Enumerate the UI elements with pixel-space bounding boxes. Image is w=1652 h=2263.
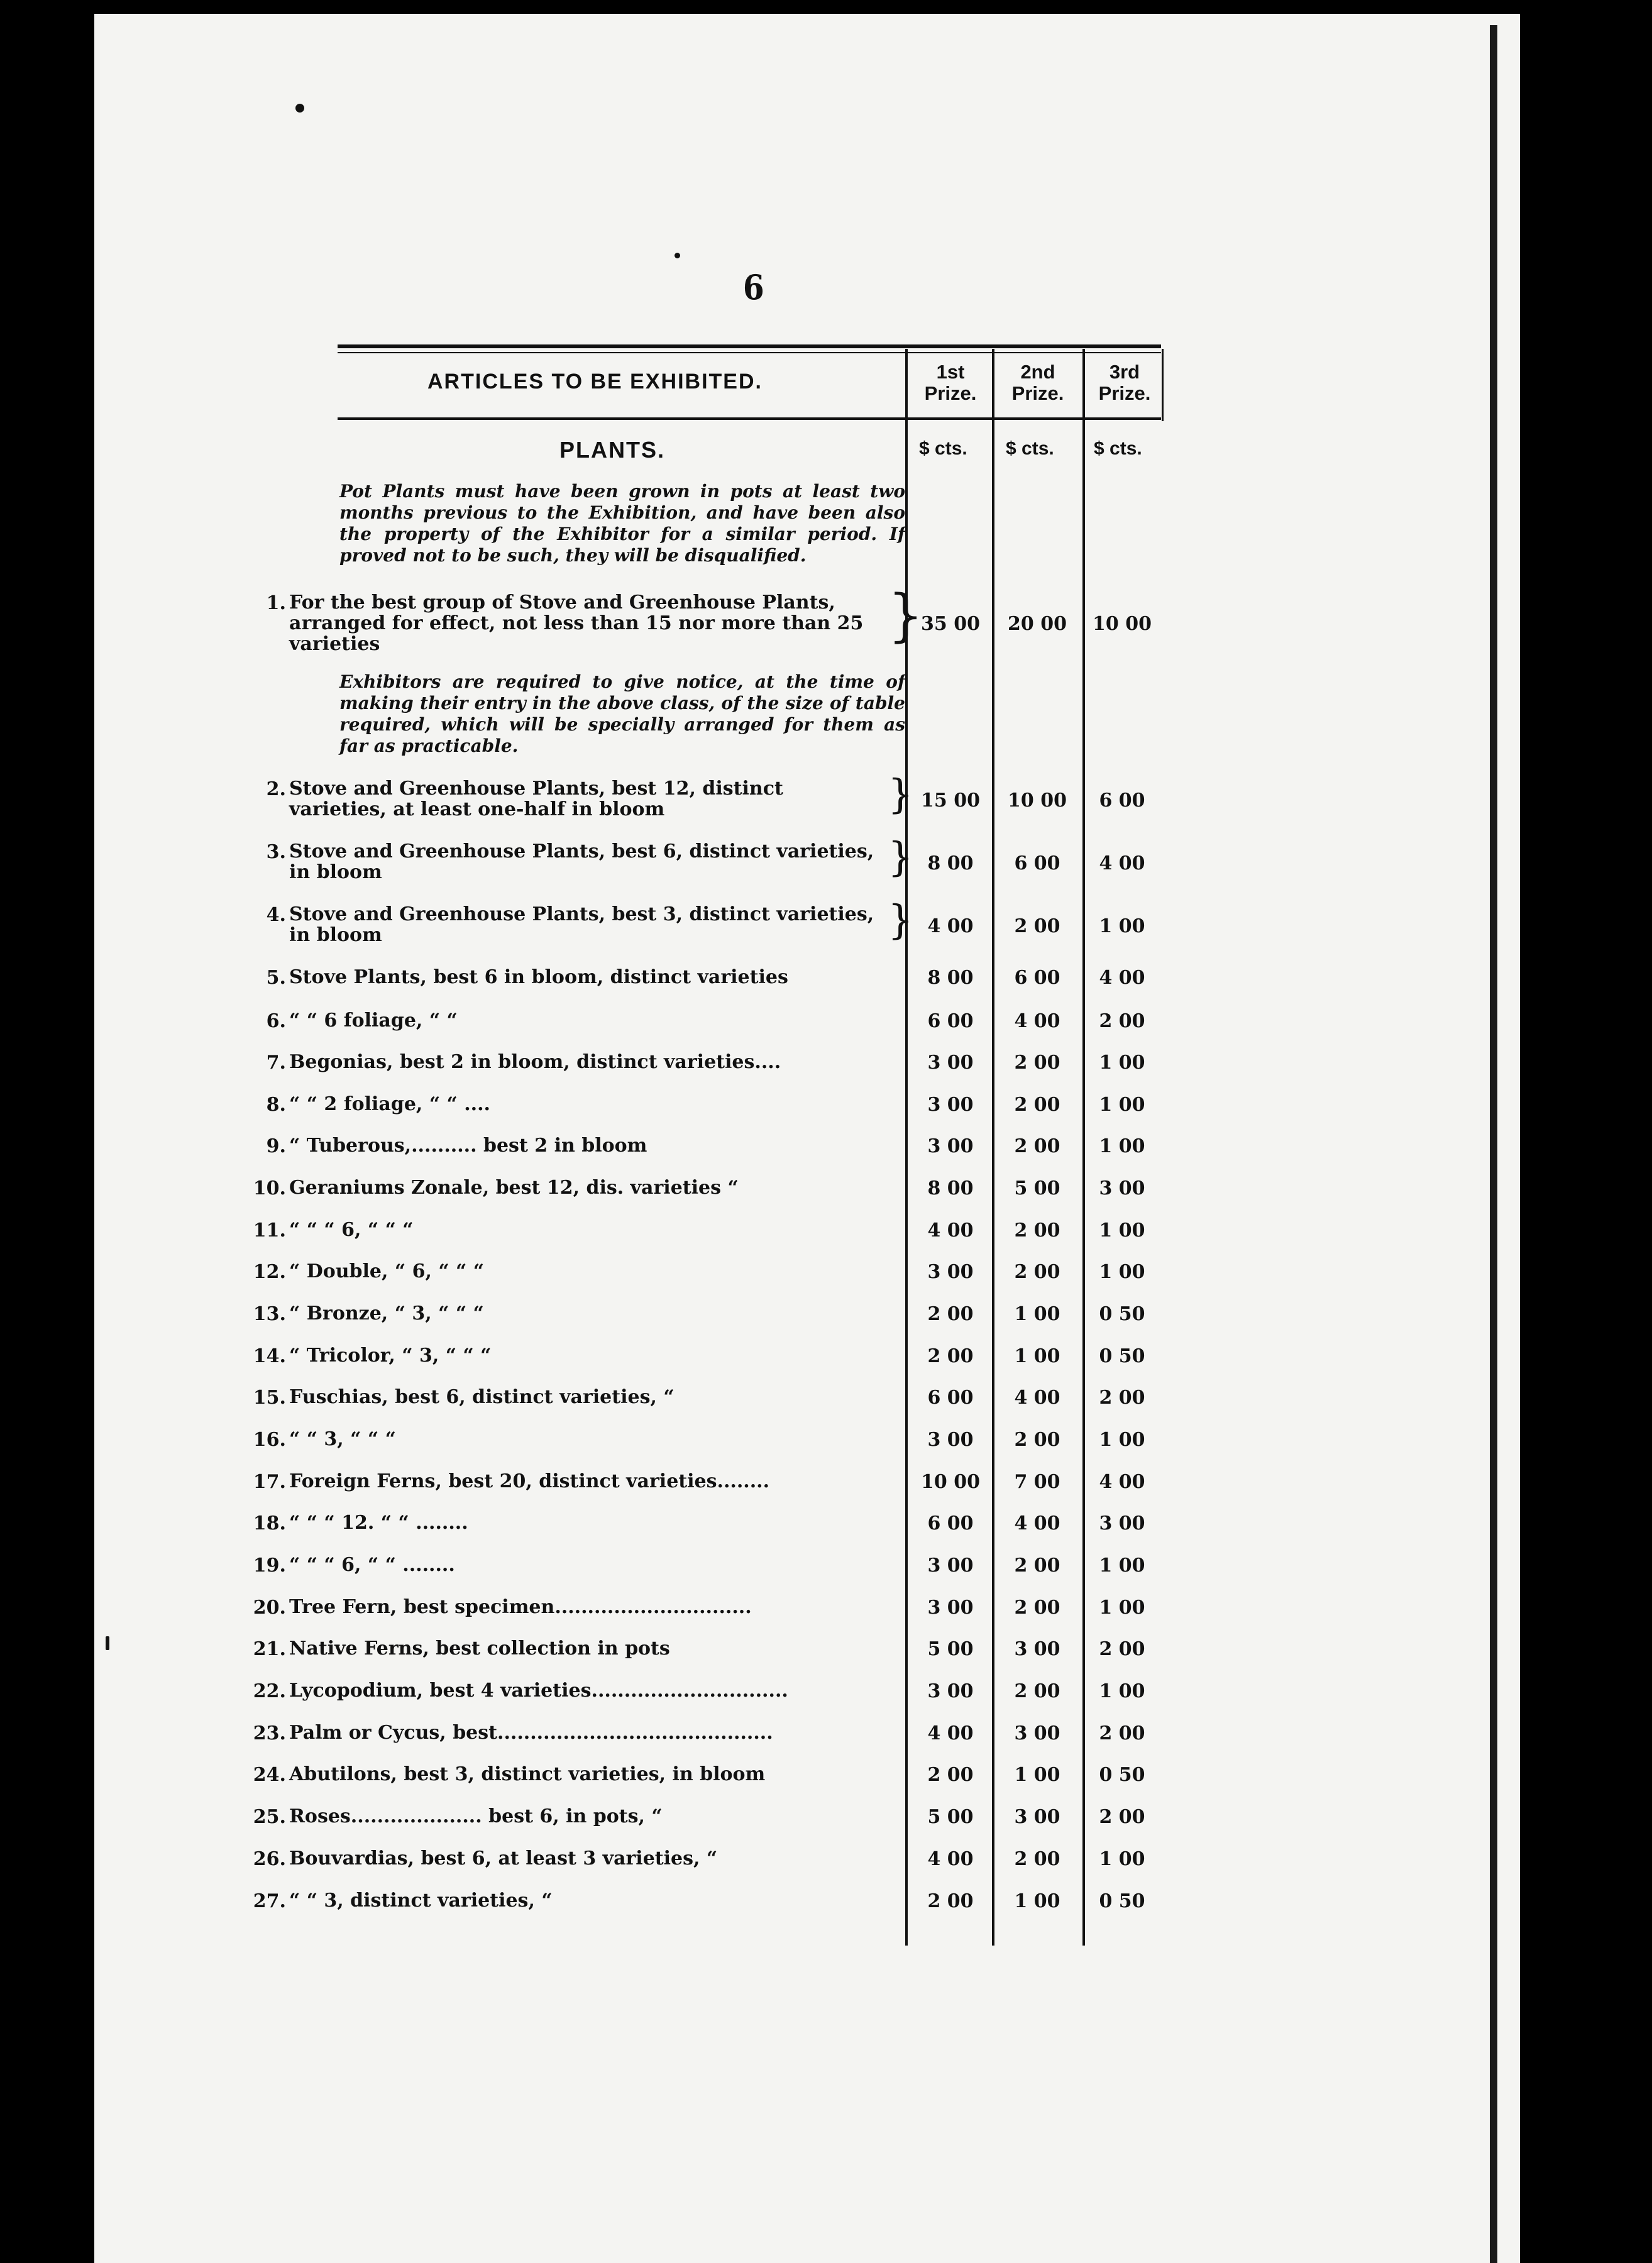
item-description: Geraniums Zonale, best 12, dis. varieties “ [289, 1177, 739, 1199]
pot-plants-note: Pot Plants must have been grown in pots at least two months previous to the Exhibition, and have been also the property of the Exhibitor for a similar period. If proved not to be such, they will be disqualified. [339, 481, 905, 566]
item-number: 4. [266, 904, 286, 926]
first-prize-amount: 3 00 [927, 1261, 974, 1283]
units-second: $ cts. [1006, 438, 1054, 459]
item-description: Stove Plants, best 6 in bloom, distinct varieties [289, 966, 788, 988]
item-description: Begonias, best 2 in bloom, distinct varieties.... [289, 1051, 781, 1073]
third-prize-amount: 1 00 [1099, 1052, 1145, 1074]
item-description: Stove and Greenhouse Plants, best 6, distinct varieties, in bloom [289, 840, 874, 883]
item-number: 21. [253, 1638, 286, 1660]
item-number: 10. [253, 1177, 286, 1199]
third-prize-amount: 10 00 [1093, 613, 1152, 635]
item-description: “ “ “ 12. “ “ ........ [289, 1512, 468, 1534]
item-number: 22. [253, 1680, 286, 1702]
first-prize-amount: 10 00 [921, 1471, 980, 1493]
second-prize-amount: 3 00 [1014, 1806, 1060, 1828]
first-prize-amount: 4 00 [927, 1220, 974, 1242]
third-prize-amount: 2 00 [1099, 1806, 1145, 1828]
second-prize-amount: 5 00 [1014, 1177, 1060, 1199]
third-prize-amount: 1 00 [1099, 1094, 1145, 1116]
item-number: 15. [253, 1387, 286, 1409]
item-description: Foreign Ferns, best 20, distinct varieties........ [289, 1470, 770, 1492]
item-number: 25. [253, 1806, 286, 1828]
first-prize-amount: 5 00 [927, 1806, 974, 1828]
item-number: 1. [266, 592, 286, 614]
table-top-rule [338, 344, 1161, 348]
item-description: “ Bronze, “ 3, “ “ “ [289, 1302, 484, 1324]
first-prize-amount: 3 00 [927, 1135, 974, 1157]
second-prize-header: 2nd Prize. [1011, 361, 1064, 404]
item-number: 3. [266, 841, 286, 863]
first-prize-amount: 3 00 [927, 1052, 974, 1074]
third-prize-amount: 4 00 [1099, 852, 1145, 874]
item-description: Abutilons, best 3, distinct varieties, in bloom [289, 1763, 766, 1785]
first-prize-amount: 5 00 [927, 1638, 974, 1660]
first-prize-amount: 3 00 [927, 1555, 974, 1577]
item-number: 17. [253, 1471, 286, 1493]
second-prize-amount: 2 00 [1014, 1261, 1060, 1283]
first-prize-amount: 8 00 [927, 852, 974, 874]
item-description: “ Tricolor, “ 3, “ “ “ [289, 1345, 492, 1367]
third-prize-amount: 3 00 [1099, 1177, 1145, 1199]
item-number: 14. [253, 1345, 286, 1367]
first-prize-amount: 6 00 [927, 1010, 974, 1032]
header-bottom-rule [338, 417, 1161, 420]
second-prize-amount: 2 00 [1014, 1555, 1060, 1577]
second-prize-amount: 10 00 [1008, 790, 1067, 812]
item-description: Tree Fern, best specimen.............................. [289, 1596, 752, 1618]
item-description: “ “ “ 6, “ “ ........ [289, 1554, 455, 1576]
column-divider-2 [992, 349, 994, 1946]
second-prize-amount: 2 00 [1014, 1597, 1060, 1619]
third-prize-amount: 3 00 [1099, 1512, 1145, 1534]
brace-mark: } [888, 897, 913, 944]
item-number: 23. [253, 1722, 286, 1744]
item-number: 5. [266, 967, 286, 989]
second-prize-amount: 2 00 [1014, 915, 1060, 937]
second-prize-amount: 7 00 [1014, 1471, 1060, 1493]
item-number: 20. [253, 1597, 286, 1619]
second-prize-amount: 6 00 [1014, 967, 1060, 989]
item-number: 26. [253, 1848, 286, 1870]
third-prize-amount: 2 00 [1099, 1722, 1145, 1744]
second-prize-amount: 4 00 [1014, 1512, 1060, 1534]
second-prize-amount: 3 00 [1014, 1722, 1060, 1744]
second-prize-amount: 2 00 [1014, 1848, 1060, 1870]
item-number: 2. [266, 778, 286, 800]
first-prize-amount: 15 00 [921, 790, 980, 812]
item-number: 19. [253, 1555, 286, 1577]
third-prize-amount: 4 00 [1099, 1471, 1145, 1493]
scan-speck [106, 1636, 109, 1650]
second-prize-amount: 4 00 [1014, 1010, 1060, 1032]
item-number: 24. [253, 1764, 286, 1786]
second-prize-amount: 2 00 [1014, 1135, 1060, 1157]
third-prize-header: 3rd Prize. [1098, 361, 1151, 404]
item-description: Native Ferns, best collection in pots [289, 1638, 670, 1660]
third-prize-amount: 1 00 [1099, 1680, 1145, 1702]
section-title: PLANTS. [559, 437, 666, 463]
third-prize-amount: 4 00 [1099, 967, 1145, 989]
item-description: Palm or Cycus, best.......................................... [289, 1722, 773, 1744]
item-number: 8. [266, 1094, 286, 1116]
first-prize-amount: 2 00 [927, 1345, 974, 1367]
first-prize-amount: 35 00 [921, 613, 980, 635]
item-number: 12. [253, 1261, 286, 1283]
third-prize-amount: 1 00 [1099, 1555, 1145, 1577]
second-prize-amount: 1 00 [1014, 1303, 1060, 1325]
item-number: 18. [253, 1512, 286, 1534]
third-prize-amount: 2 00 [1099, 1387, 1145, 1409]
second-prize-amount: 1 00 [1014, 1764, 1060, 1786]
first-prize-amount: 3 00 [927, 1597, 974, 1619]
third-prize-amount: 1 00 [1099, 1220, 1145, 1242]
item-description: Stove and Greenhouse Plants, best 12, distinct varieties, at least one-half in bloom [289, 778, 783, 820]
second-prize-amount: 4 00 [1014, 1387, 1060, 1409]
second-prize-amount: 1 00 [1014, 1890, 1060, 1912]
item-description: Fuschias, best 6, distinct varieties, “ [289, 1386, 675, 1408]
brace-mark: } [888, 583, 924, 649]
item-number: 11. [253, 1220, 286, 1242]
second-prize-amount: 2 00 [1014, 1220, 1060, 1242]
second-prize-amount: 1 00 [1014, 1345, 1060, 1367]
second-prize-amount: 6 00 [1014, 852, 1060, 874]
first-prize-amount: 4 00 [927, 915, 974, 937]
item-description: For the best group of Stove and Greenhouse Plants, arranged for effect, not less than 15 nor more than 25 varieties [289, 592, 864, 655]
second-prize-amount: 2 00 [1014, 1094, 1060, 1116]
first-prize-amount: 3 00 [927, 1680, 974, 1702]
first-prize-amount: 2 00 [927, 1890, 974, 1912]
first-prize-amount: 8 00 [927, 1177, 974, 1199]
scan-speck [675, 253, 680, 258]
item-description: “ Double, “ 6, “ “ “ [289, 1260, 485, 1282]
third-prize-amount: 1 00 [1099, 915, 1145, 937]
item-description: “ Tuberous,.......... best 2 in bloom [289, 1135, 647, 1157]
first-prize-amount: 6 00 [927, 1512, 974, 1534]
item-number: 6. [266, 1010, 286, 1032]
item-number: 16. [253, 1429, 286, 1451]
second-prize-amount: 2 00 [1014, 1680, 1060, 1702]
exhibitors-note: Exhibitors are required to give notice, at the time of making their entry in the above class, of the size of table required, which will be specially arranged for them as far as practicable. [339, 671, 905, 756]
second-prize-amount: 3 00 [1014, 1638, 1060, 1660]
first-prize-amount: 2 00 [927, 1303, 974, 1325]
second-prize-amount: 20 00 [1008, 613, 1067, 635]
units-first: $ cts. [919, 438, 967, 459]
item-number: 27. [253, 1890, 286, 1912]
third-prize-amount: 2 00 [1099, 1010, 1145, 1032]
first-prize-amount: 3 00 [927, 1094, 974, 1116]
scan-speck [295, 104, 304, 113]
item-description: “ “ 3, distinct varieties, “ [289, 1890, 553, 1912]
item-description: Lycopodium, best 4 varieties.............................. [289, 1680, 788, 1702]
third-prize-amount: 1 00 [1099, 1597, 1145, 1619]
item-number: 7. [266, 1052, 286, 1074]
third-prize-amount: 0 50 [1099, 1345, 1145, 1367]
item-description: “ “ “ 6, “ “ “ [289, 1219, 414, 1241]
item-description: Roses.................... best 6, in pots, “ [289, 1805, 663, 1827]
brace-mark: } [888, 834, 913, 881]
third-prize-amount: 0 50 [1099, 1764, 1145, 1786]
third-prize-amount: 1 00 [1099, 1848, 1145, 1870]
articles-header: ARTICLES TO BE EXHIBITED. [427, 370, 763, 394]
third-prize-amount: 1 00 [1099, 1135, 1145, 1157]
third-prize-amount: 1 00 [1099, 1261, 1145, 1283]
first-prize-amount: 3 00 [927, 1429, 974, 1451]
item-number: 9. [266, 1135, 286, 1157]
second-prize-amount: 2 00 [1014, 1052, 1060, 1074]
brace-mark: } [888, 771, 913, 818]
third-prize-amount: 1 00 [1099, 1429, 1145, 1451]
item-number: 13. [253, 1303, 286, 1325]
item-description: “ “ 6 foliage, “ “ [289, 1010, 458, 1032]
third-prize-amount: 0 50 [1099, 1890, 1145, 1912]
first-prize-amount: 6 00 [927, 1387, 974, 1409]
first-prize-amount: 8 00 [927, 967, 974, 989]
second-prize-amount: 2 00 [1014, 1429, 1060, 1451]
first-prize-header: 1st Prize. [924, 361, 977, 404]
page-number: 6 [742, 267, 764, 307]
first-prize-amount: 2 00 [927, 1764, 974, 1786]
table-top-rule-thin [338, 352, 1161, 353]
page-edge-shadow [1490, 25, 1497, 2263]
third-prize-amount: 2 00 [1099, 1638, 1145, 1660]
item-description: Stove and Greenhouse Plants, best 3, distinct varieties, in bloom [289, 903, 874, 946]
first-prize-amount: 4 00 [927, 1848, 974, 1870]
units-third: $ cts. [1094, 438, 1142, 459]
third-prize-amount: 0 50 [1099, 1303, 1145, 1325]
third-prize-amount: 6 00 [1099, 790, 1145, 812]
first-prize-amount: 4 00 [927, 1722, 974, 1744]
item-description: Bouvardias, best 6, at least 3 varieties, “ [289, 1847, 718, 1869]
item-description: “ “ 3, “ “ “ [289, 1428, 396, 1450]
item-description: “ “ 2 foliage, “ “ .... [289, 1093, 490, 1115]
